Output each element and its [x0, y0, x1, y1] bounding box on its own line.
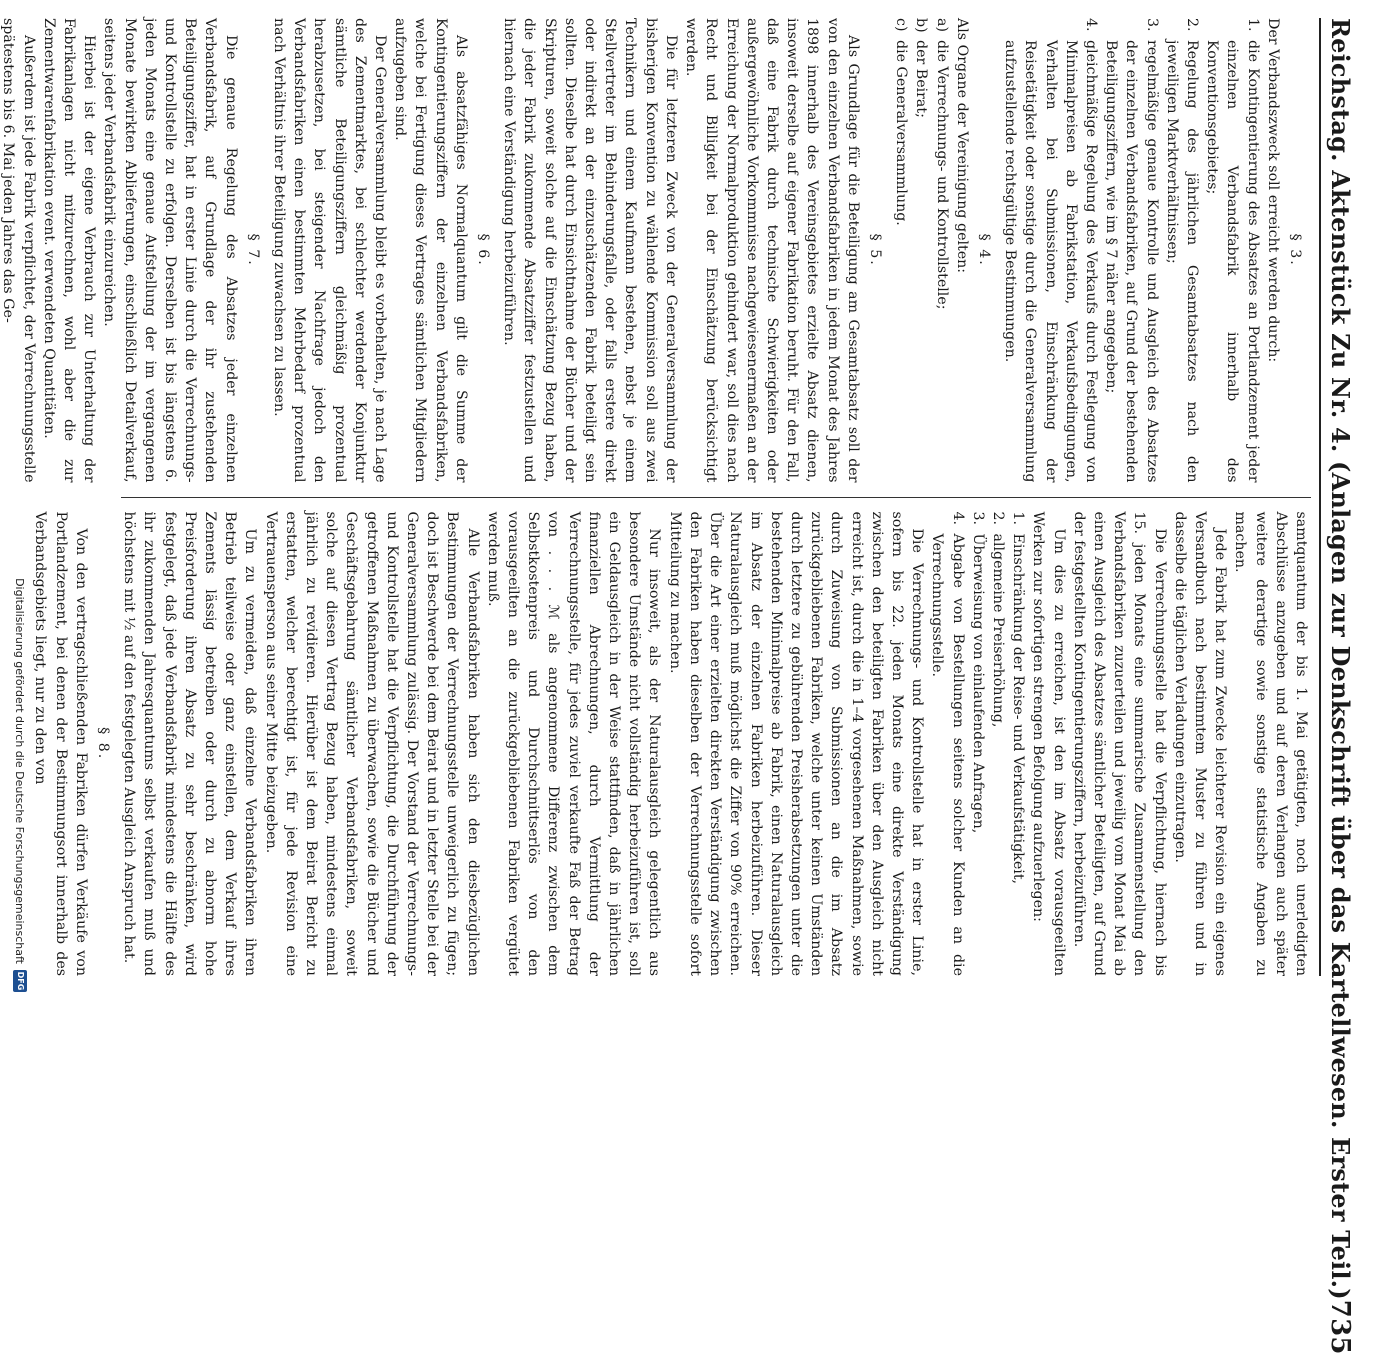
- list-text: Überweisung von einlaufenden Anfragen,: [969, 533, 986, 834]
- section-3-list: [1000, 18, 1263, 483]
- measures-list: [927, 512, 1028, 977]
- paragraph: Um dies zu erreichen, ist den im Absatz vorausgeeilten Werken zur sofortigen strengen Befolgung aufzuerlegen:: [1030, 511, 1067, 976]
- list-item: [1162, 18, 1202, 483]
- list-item: [1008, 512, 1028, 977]
- list-number: 4.: [1082, 18, 1099, 32]
- list-text: der Beirat;: [913, 40, 930, 118]
- section-heading-7: § 7.: [244, 233, 261, 267]
- section-5-paragraph-1: Als Grundlage für die Beteiligung am Gesamtabsatz soll der von den einzelnen Verbandsfabriken in jedem Monat des Jahres 1898 innerhalb des Vereinsgebietes erzielte Absatz dienen, insoweit derselbe auf eigener Fabrikation beruht. Für den Fall, daß eine Fabrik durch technische Schwierigkeiten oder außergewöhnliche Vorkommnisse nachgewiesenermaßen an der Erreichung der Normalproduktion gehindert war, soll dies nach Recht und Billigkeit bei der Einschätzung berücksichtigt werden.: [683, 18, 861, 483]
- list-number: 3.: [1143, 18, 1160, 32]
- paragraph: Jede Fabrik hat zum Zwecke leichterer Revision ein eigenes Versandbuch nach bestimmtem Muster zu führen und in dasselbe die täglichen Verladungen einzutragen.: [1171, 511, 1229, 976]
- list-item: [1000, 18, 1101, 483]
- section-3-lead: Der Verbandszweck soll erreicht werden durch:: [1264, 18, 1281, 363]
- list-number: 4.: [949, 511, 966, 526]
- section-heading-4: § 4.: [975, 233, 992, 267]
- list-number: 3.: [969, 511, 986, 526]
- paragraph: Alle Verbandsfabriken haben sich den diesbezüglichen Bestimmungen der Verrechnungsstelle unweigerlich zu fügen; doch ist Beschwerde bei dem Beirat und in letzter Stelle bei der Generalversammlung zulässig. Der Vorstand der Verrechnungs- und Kontrollstelle hat die Verpflichtung, die Durchführung der getroffenen Maßnahmen zu überwachen, sowie die Bücher und Geschäftsgebahrung sämtlicher Verbandsfabriken, soweit solche auf diesen Vertrag Bezug haben, mindestens einmal jährlich zu revidieren. Hierüber ist dem Beirat Bericht zu erstatten, welcher berechtigt ist, für jede Revision eine Vertrauensperson aus seiner Mitte beizugeben.: [262, 511, 481, 976]
- section-heading-6: § 6.: [475, 233, 492, 267]
- digitization-credit-text: Digitalisierung gefördert durch die Deutsche Forschungsgemeinschaft: [13, 578, 27, 964]
- section-7-paragraph-1: Die genaue Regelung des Absatzes jeder einzelnen Verbandsfabrik, auf Grundlage der ihr zustehenden Beteiligungsziffer, hat in erster Linie durch die Verrechnungs- und Kontrollstelle zu erfolgen. Derselben ist bis längstens 6. jeden Monats eine genaue Aufstellung der im vergangenen Monate bewirkten Ablieferungen, einschließlich Detailverkauf, seitens jeder Verbandsfabrik einzureichen.: [101, 18, 239, 483]
- section-6-paragraph-2: Der Generalversammlung bleibt es vorbehalten, je nach Lage des Zementmarktes, bei schlechter werdender Konjunktur sämtliche Beteiligungsziffern gleichmäßig prozentual herabzusetzen, bei steigender Nachfrage jedoch den Verbandsfabriken einen bestimmten Mehrbedarf prozentual nach Verhältnis ihrer Beteiligung zuwachsen zu lassen.: [271, 18, 389, 483]
- section-8-paragraph-1: Von den vertragschließenden Fabriken dürfen Verkäufe von Portlandzement, bei denen der Bestimmungsort innerhalb des Verbandsgebiets liegt, nur zu den von: [32, 511, 89, 976]
- column-right: [32, 511, 1311, 977]
- section-heading-5: § 5.: [866, 233, 883, 267]
- list-number: 1.: [1244, 18, 1261, 32]
- list-item: [931, 18, 951, 483]
- page-number: 735: [1325, 1299, 1355, 1355]
- paragraph: Nur insoweit, als der Naturalausgleich gelegentlich aus besondere Umstände nicht vollständig herbeizuführen ist, soll ein Geldausgleich in der Weise stattfinden, daß in jährlichen finanziellen Abrechnungen, durch Vermittlung der Verrechnungsstelle, für jedes zuviel verkaufte Faß der Betrag von . . . ℳ als angenommene Differenz zwischen dem Selbstkostenpreis und Durchschnittserlös von den vorausgeeilten an die zurückgebliebenen Fabriken vergütet werden muß.: [484, 511, 663, 976]
- section-heading-3: § 3.: [1287, 233, 1303, 267]
- list-number: 2.: [1183, 18, 1200, 32]
- paragraph-continued: samtquantum der bis 1. Mai getätigten, noch unerledigten Abschlüsse anzugeben und auf deren Verlangen auch später weitere derartige sowie sonstige statistische Angaben zu machen.: [1232, 511, 1309, 976]
- column-divider: [121, 497, 1311, 498]
- list-text: allgemeine Preiserhöhung,: [989, 533, 1006, 728]
- running-head-title: Reichstag. Aktenstück Zu Nr. 4. (Anlagen zur Denkschrift über das Kartellwesen. Erster Teil.): [1326, 18, 1355, 1300]
- list-item: [988, 512, 1008, 977]
- running-head: [1319, 18, 1355, 1355]
- list-item: [1101, 18, 1162, 483]
- section-7-paragraph-2: Hierbei ist der eigene Verbrauch zur Unterhaltung der Fabrikanlagen nicht mitzurechnen, wohl aber die zur Zementwarenfabrikation event. verwendeten Quantitäten.: [40, 18, 98, 483]
- list-number: a): [933, 18, 950, 32]
- dfg-logo-icon: DFG: [13, 970, 27, 992]
- section-5-paragraph-2: Die für letzteren Zweck von der Generalversammlung der bisherigen Konvention zu wählende Kommission soll aus zwei Technikern und einem Kaufmann bestehen, nebst je einem Stellvertreter im Behinderungsfalle, oder falls erstere direkt oder indirekt an der einzuschätzenden Fabrik beteiligt sein sollten. Dieselbe hat durch Einsichtnahme der Bücher und der Skripturen, soweit solche auf die Einschätzung Bezug haben, die jeder Fabrik zukommende Absatzziffer festzustellen und hiernach eine Verständigung herbeizuführen.: [501, 18, 679, 483]
- list-text: die Generalversammlung.: [893, 40, 910, 226]
- section-4-lead: Als Organe der Vereinigung gelten:: [953, 18, 970, 274]
- paragraph: Um zu vermeiden, daß einzelne Verbandsfabriken ihren Betrieb teilweise oder ganz einstellen, dem Verkauf ihres Zements lässig betreiben oder durch zu abnorm hohe Preisforderung ihren Absatz zu sehr beschränken, wird festgelegt, daß jede Verbandsfabrik mindestens die Hälfte des ihr zukommenden Jahresquantums selbst verkaufen muß und höchstens mit ½ auf den festgelegten Ausgleich Anspruch hat.: [121, 511, 259, 976]
- list-text: die Kontingentierung des Absatzes an Portlandzement jeder einzelnen Verbandsfabrik innerhalb des Konventionsgebietes;: [1204, 40, 1261, 483]
- paragraph: Die Verrechnungsstelle hat die Verpflichtung, hiernach bis 15. jeden Monats eine summarische Zusammenstellung den Verbandsfabriken zuzuerteilen und jeweilig vom Monat Mai ab einen Ausgleich des Absatzes sämtlicher Beteiligten, auf Grund der festgestellten Kontingentierungsziffern, herbeizuführen.: [1070, 511, 1168, 976]
- list-number: c): [893, 18, 910, 32]
- list-item: [911, 18, 931, 483]
- list-item: [891, 18, 911, 483]
- list-number: 2.: [989, 511, 1006, 526]
- column-left: [0, 18, 1311, 483]
- digitization-credit: [0, 0, 40, 1000]
- list-text: Regelung des jährlichen Gesamtabsatzes nach den jeweiligen Marktverhältnissen;: [1163, 40, 1200, 483]
- list-text: regelmäßige genaue Kontrolle und Ausgleich des Absatzes der einzelnen Verbandsfabriken, auf Grund der bestehenden Beteiligungsziffern, wie im § 7 näher angegeben;: [1103, 40, 1160, 483]
- list-text: die Verrechnungs- und Kontrollstelle;: [933, 40, 950, 310]
- paragraph: Die Verrechnungs- und Kontrollstelle hat in erster Linie, sofern bis 22. jeden Monats eine direkte Verständigung zwischen den beteiligten Fabriken über den Ausgleich nicht erreicht ist, durch die in 1–4 vorgesehenen Maßnahmen, sowie durch Zuweisung von Submissionen an die im Absatz zurückgebliebenen Fabriken, welche unter keinen Umständen durch letztere zu gebührenden Preisherabsetzungen unter die bestehenden Minimalpreise ab Fabrik, einen Naturalausgleich im Absatz der einzelnen Fabriken herbeizuführen. Dieser Naturalausgleich muß möglichst die Ziffer von 90% erreichen. Über die Art einer erzielten direkten Verständigung zwischen den Fabriken haben dieselben der Verrechnungsstelle sofort Mitteilung zu machen.: [666, 511, 926, 976]
- list-text: Abgabe von Bestellungen seitens solcher Kunden an die Verrechnungsstelle.: [929, 533, 966, 976]
- section-4-list: [891, 18, 952, 483]
- list-item: [1202, 18, 1263, 483]
- section-6-paragraph-1: Als absatzfähiges Normalquantum gilt die Summe der Kontingentierungsziffern der einzelnen Verbandsfabriken, welche bei Fertigung dieses Vertrages sämtlichen Mitgliedern aufzugeben sind.: [392, 18, 469, 483]
- list-item: [927, 512, 967, 977]
- list-number: b): [913, 18, 930, 33]
- list-item: [968, 512, 988, 977]
- list-number: 1.: [1010, 511, 1027, 526]
- section-7-paragraph-3: Außerdem ist jede Fabrik verpflichtet, der Verrechnungsstelle spätestens bis 6. Mai jeden Jahres das Ge-: [0, 18, 37, 483]
- list-text: gleichmäßige Regelung des Verkaufs durch Festlegung von Minimalpreisen ab Fabrikstation, Verkaufsbedingungen, Verhalten bei Submissionen, Einschränkung der Reisetätigkeit oder sonstige durch die Generalversammlung aufzustellende rechtsgültige Bestimmungen.: [1002, 40, 1099, 483]
- section-heading-8: § 8.: [95, 727, 112, 761]
- list-text: Einschränkung der Reise- und Verkaufstätigkeit,: [1010, 533, 1027, 885]
